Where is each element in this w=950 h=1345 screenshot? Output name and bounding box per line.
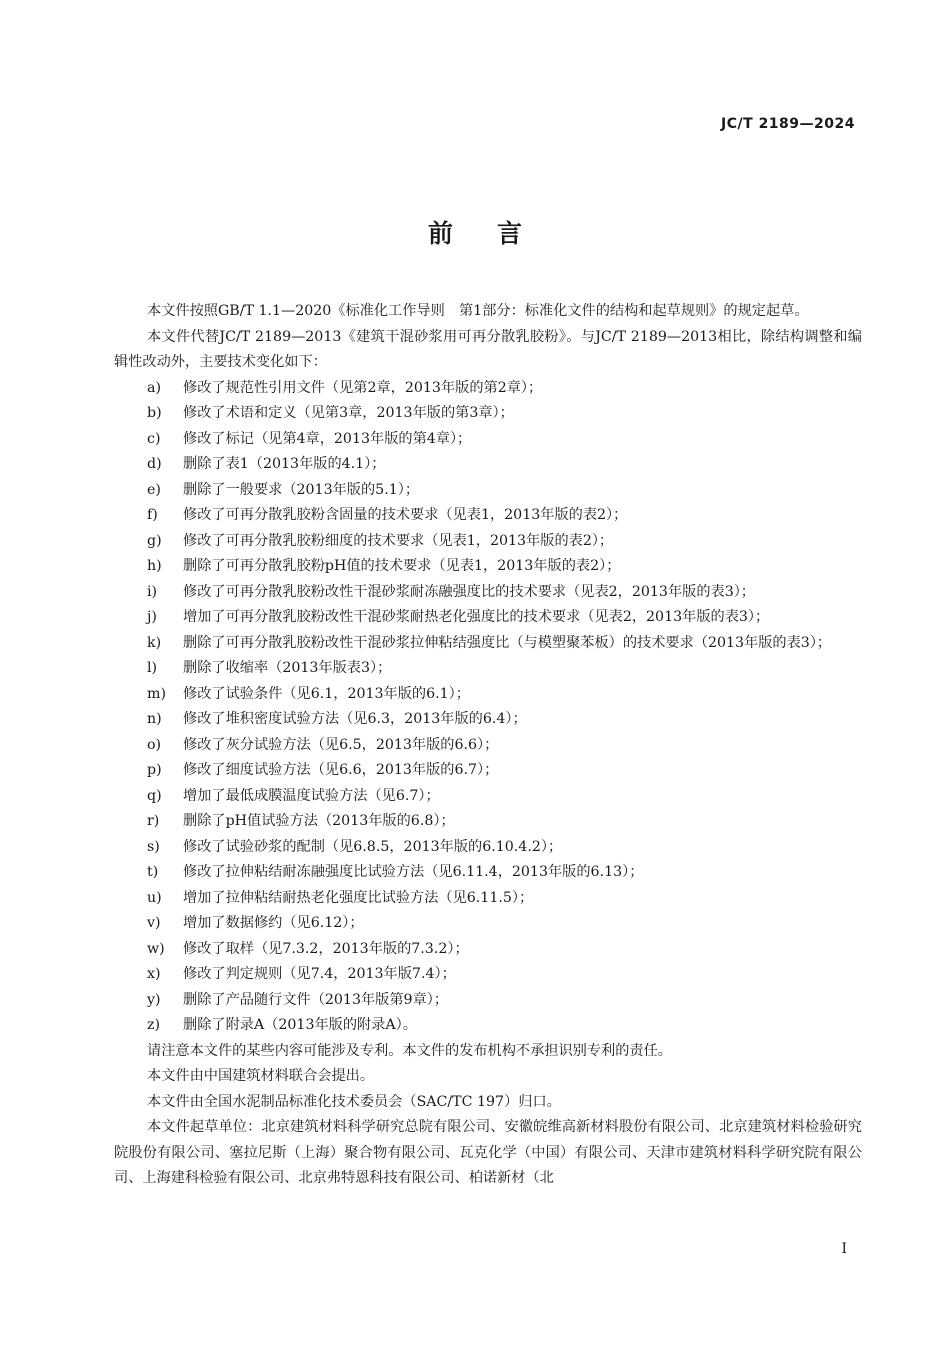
item-text: 修改了拉伸粘结耐冻融强度比试验方法（见6.11.4，2013年版的6.13）； [183,864,644,880]
document-code: JC/T 2189—2024 [721,116,855,132]
change-item-z [114,1013,862,1039]
item-label: f) [147,507,158,523]
item-label: h) [147,558,162,574]
change-item-f [114,503,862,529]
change-item-q [114,784,862,810]
item-label: m) [147,685,166,702]
item-text: 修改了可再分散乳胶粉改性干混砂浆耐冻融强度比的技术要求（见表2，2013年版的表3）； [183,583,755,600]
item-label: c) [147,430,161,447]
item-text: 修改了标记（见第4章，2013年版的第4章）； [183,430,472,447]
item-label: k) [147,634,162,651]
item-label: a) [147,379,161,396]
change-item-g [114,529,862,555]
item-text: 增加了最低成膜温度试验方法（见6.7）； [183,787,440,804]
intro-paragraph: 本文件按照GB/T 1.1—2020《标准化工作导则 第1部分：标准化文件的结构和起草规则》的规定起草。 [147,303,809,319]
item-text: 删除了收缩率（2013年版表3）； [183,660,392,676]
change-item-s [114,835,862,861]
change-item-e [114,478,862,504]
item-text: 修改了可再分散乳胶粉含固量的技术要求（见表1，2013年版的表2）； [183,507,628,523]
item-label: u) [147,889,162,906]
change-item-l [114,656,862,682]
item-label: n) [147,711,162,727]
item-text: 修改了堆积密度试验方法（见6.3，2013年版的6.4）； [183,711,527,727]
committee-statement: 本文件由全国水泥制品标准化技术委员会（SAC/TC 197）归口。 [147,1093,561,1110]
item-text: 删除了pH值试验方法（2013年版的6.8）； [183,813,455,829]
item-label: t) [147,864,159,880]
item-label: z) [147,1017,161,1033]
change-item-o [114,733,862,759]
item-label: i) [147,583,158,600]
change-item-n [114,707,862,733]
page-title: 前言 [427,219,566,248]
item-text: 删除了可再分散乳胶粉改性干混砂浆拉伸粘结强度比（与模塑聚苯板）的技术要求（2013年版的表3）； [183,634,832,651]
item-text: 增加了拉伸粘结耐热老化强度比试验方法（见6.11.5）； [183,889,534,906]
item-label: p) [147,762,162,778]
patent-notice: 请注意本文件的某些内容可能涉及专利。本文件的发布机构不承担识别专利的责任。 [147,1042,672,1059]
item-text: 删除了可再分散乳胶粉pH值的技术要求（见表1，2013年版的表2）； [183,558,621,574]
item-text: 增加了可再分散乳胶粉改性干混砂浆耐热老化强度比的技术要求（见表2，2013年版的表3）； [183,609,770,625]
item-label: e) [147,481,161,498]
item-text: 修改了细度试验方法（见6.6，2013年版的6.7）； [183,762,499,778]
change-item-h [114,554,862,580]
intro-paragraph: 本文件代替JC/T 2189—2013《建筑干混砂浆用可再分散乳胶粉》。与JC/T 2189—2013相比，除结构调整和编辑性改动外，主要技术变化如下： [114,328,862,370]
change-item-a [114,376,862,402]
item-label: o) [147,736,162,753]
change-item-d [114,452,862,478]
change-item-w [114,937,862,963]
change-item-b [114,401,862,427]
item-label: r) [147,813,160,829]
item-label: w) [147,940,165,957]
page-number: I [841,1241,847,1257]
change-item-v [114,911,862,937]
item-label: g) [147,532,162,549]
item-text: 增加了数据修约（见6.12）； [183,915,364,931]
item-label: q) [147,787,162,804]
proposer-statement: 本文件由中国建筑材料联合会提出。 [147,1068,375,1084]
item-text: 修改了可再分散乳胶粉细度的技术要求（见表1，2013年版的表2）； [183,532,614,549]
item-text: 修改了术语和定义（见第3章，2013年版的第3章）； [183,405,514,421]
item-label: j) [147,609,157,625]
item-text: 删除了产品随行文件（2013年版第9章）； [183,991,449,1008]
item-label: d) [147,456,162,472]
change-item-u [114,886,862,912]
change-item-i [114,580,862,606]
change-item-c [114,427,862,453]
change-item-t [114,860,862,886]
item-text: 修改了试验条件（见6.1，2013年版的6.1）； [183,685,470,702]
item-text: 删除了附录A（2013年版的附录A）。 [183,1017,417,1033]
change-item-j [114,605,862,631]
change-item-m [114,682,862,708]
item-label: l) [147,660,158,676]
item-label: x) [147,966,161,982]
drafting-units: 本文件起草单位：北京建筑材料科学研究总院有限公司、安徽皖维高新材料股份有限公司、北京建筑材料检验研究院股份有限公司、塞拉尼斯（上海）聚合物有限公司、瓦克化学（中国）有限公司、天津市建筑材料科学研究院有限公司、上海建科检验有限公司、北京弗特恩科技有限公司、柏诺新材（北 [114,1119,862,1186]
item-text: 修改了取样（见7.3.2，2013年版的7.3.2）； [183,940,469,957]
item-label: v) [147,915,161,931]
item-label: s) [147,838,160,855]
change-item-x [114,962,862,988]
item-label: b) [147,405,162,421]
item-text: 修改了判定规则（见7.4，2013年版7.4）； [183,966,456,982]
change-item-r [114,809,862,835]
document-body [114,299,862,1192]
item-text: 删除了一般要求（2013年版的5.1）； [183,481,420,498]
change-item-y [114,988,862,1014]
item-text: 修改了灰分试验方法（见6.5，2013年版的6.6）； [183,736,499,753]
item-label: y) [147,991,161,1008]
item-text: 修改了试验砂浆的配制（见6.8.5，2013年版的6.10.4.2）； [183,838,563,855]
change-item-p [114,758,862,784]
item-text: 删除了表1（2013年版的4.1）； [183,456,386,472]
item-text: 修改了规范性引用文件（见第2章，2013年版的第2章）； [183,379,543,396]
change-item-k [114,631,862,657]
